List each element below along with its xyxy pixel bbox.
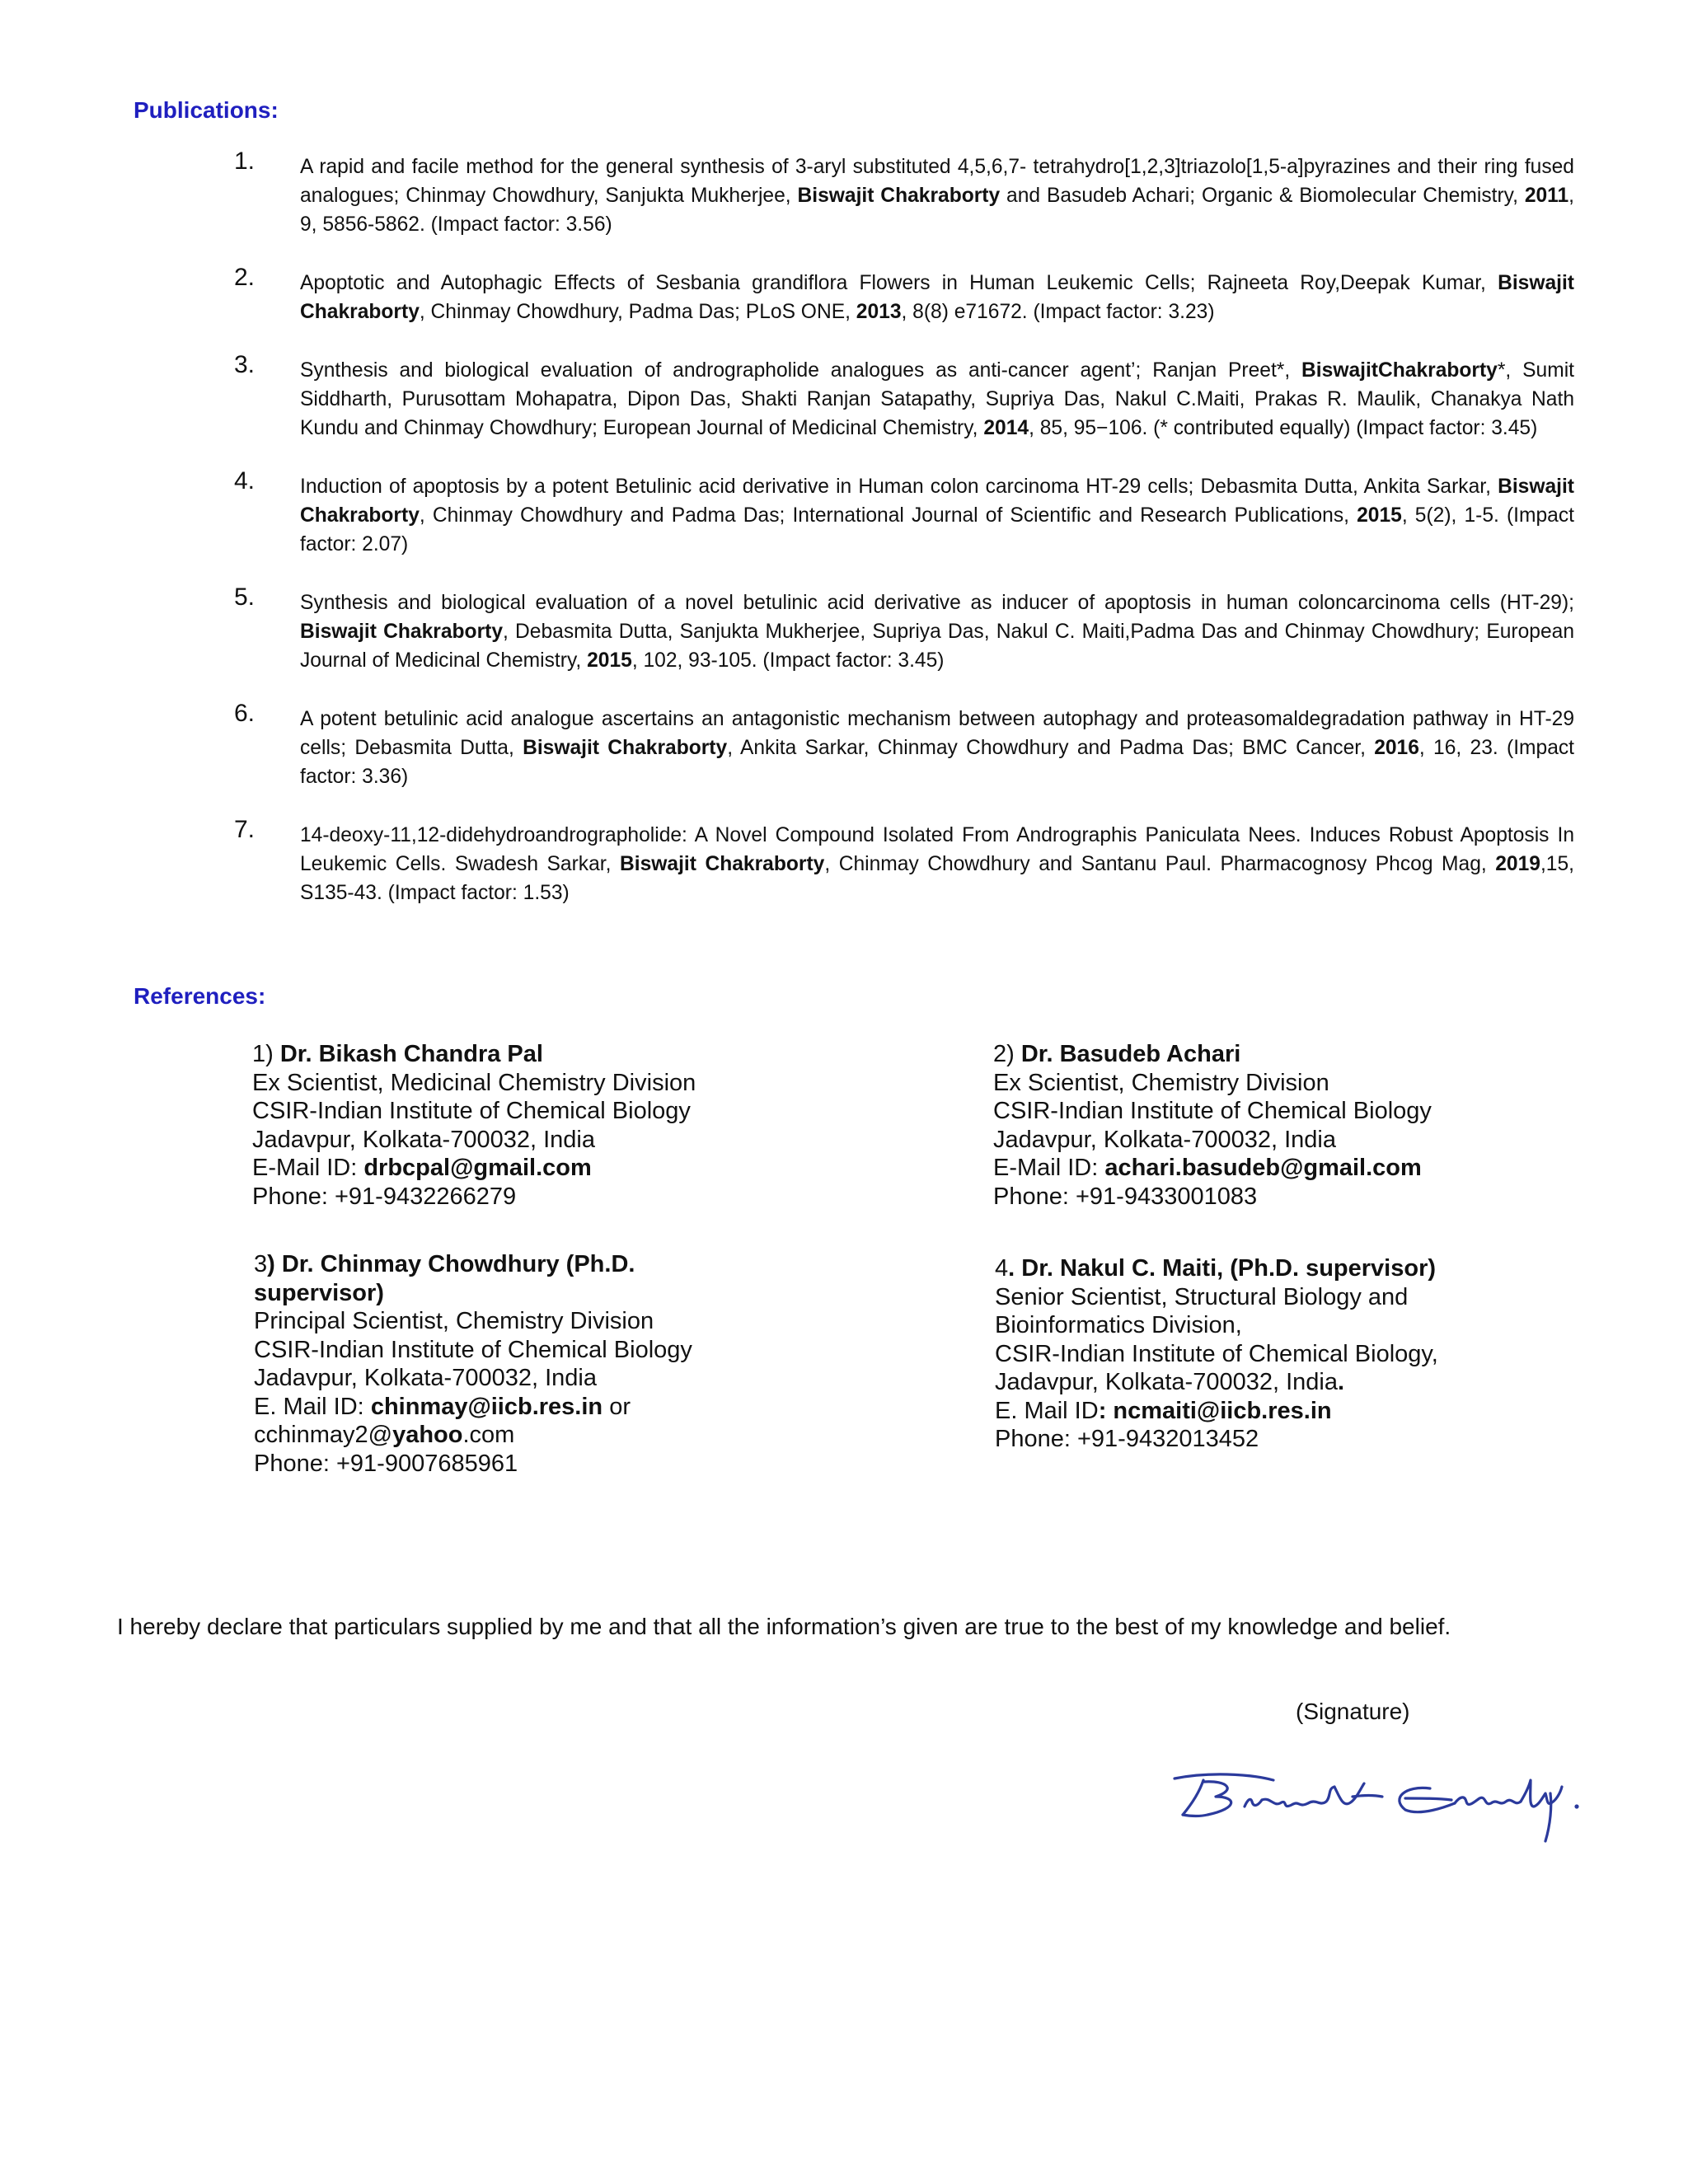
reference-position: Ex Scientist, Chemistry Division — [993, 1069, 1329, 1096]
reference-address-text: Jadavpur, Kolkata-700032, India — [995, 1369, 1338, 1395]
reference-institute: CSIR-Indian Institute of Chemical Biology, — [995, 1340, 1438, 1367]
reference-email-line — [252, 1154, 796, 1183]
publication-text-part: Induction of apoptosis by a potent Betulinic acid derivative in Human colon carcinoma HT-29 cells; Debasmita Dutta, Ankita Sarkar, — [300, 476, 1498, 498]
publication-text-part: , 5(2), 1-5. (Impact factor: 2.07) — [300, 504, 1574, 555]
publications-heading: Publications: — [134, 97, 279, 123]
reference-phone: Phone: +91-9007685961 — [254, 1450, 518, 1477]
reference-name: ) Dr. Chinmay Chowdhury (Ph.D. supervisor) — [254, 1251, 635, 1306]
publication-author-highlight: Biswajit Chakraborty — [523, 737, 728, 759]
publication-item — [234, 583, 1574, 675]
publication-number: 4. — [234, 467, 256, 494]
reference-card-3 — [254, 1250, 715, 1478]
publication-text-part: , Chinmay Chowdhury and Santanu Paul. Pharmacognosy Phcog Mag, — [824, 853, 1496, 875]
reference-address: Jadavpur, Kolkata-700032, India — [993, 1126, 1336, 1153]
publication-text-part: and Basudeb Achari; Organic & Biomolecular Chemistry, — [1000, 185, 1525, 207]
publication-text-part: , Debasmita Dutta, Sanjukta Mukherjee, Supriya Das, Nakul C. Maiti,Padma Das and Chinmay Chowdhury; European Journal of Medicinal Chemistry, — [300, 621, 1574, 672]
reference-name-line — [993, 1040, 1537, 1069]
reference-name: Dr. Bikash Chandra Pal — [279, 1041, 543, 1067]
publication-text-part: , 16, 23. (Impact factor: 3.36) — [300, 737, 1574, 788]
reference-address — [995, 1368, 1539, 1397]
publication-text — [300, 821, 1574, 907]
publication-number: 1. — [234, 148, 256, 175]
reference-institute: CSIR-Indian Institute of Chemical Biology — [254, 1336, 692, 1363]
publication-text-part: A potent betulinic acid analogue ascertains an antagonistic mechanism between autophagy and proteasomaldegradation pathway in HT-29 cells; Debasmita Dutta, — [300, 708, 1574, 759]
signature-image — [1158, 1755, 1587, 1854]
publication-text-part: , 8(8) e71672. (Impact factor: 3.23) — [901, 301, 1215, 323]
reference-position: Principal Scientist, Chemistry Division — [254, 1308, 654, 1334]
publication-text — [300, 152, 1574, 239]
reference-name-line — [995, 1254, 1539, 1283]
reference-card-4 — [995, 1254, 1539, 1454]
publication-item — [234, 467, 1574, 559]
references-heading: References: — [134, 983, 266, 1009]
publication-item — [234, 700, 1574, 791]
publication-author-highlight: Biswajit Chakraborty — [300, 272, 1574, 323]
signature-strokes — [1175, 1774, 1579, 1841]
reference-address-period: . — [1337, 1369, 1345, 1395]
reference-position: Ex Scientist, Medicinal Chemistry Division — [252, 1069, 696, 1096]
reference-number: 1) — [252, 1041, 280, 1067]
reference-email[interactable]: drbcpal@gmail.com — [363, 1155, 592, 1181]
publication-number: 6. — [234, 700, 256, 727]
publication-number: 7. — [234, 816, 256, 843]
reference-position: Senior Scientist, Structural Biology and — [995, 1283, 1409, 1310]
publication-author-highlight: Biswajit Chakraborty — [797, 185, 1001, 207]
publication-year: 2015 — [1357, 504, 1402, 527]
reference-institute: CSIR-Indian Institute of Chemical Biology — [252, 1098, 691, 1124]
publication-author-highlight: Biswajit Chakraborty — [300, 621, 504, 643]
publication-item — [234, 148, 1575, 239]
publication-author-highlight: Biswajit Chakraborty — [300, 476, 1574, 527]
publications-list — [234, 148, 1575, 937]
reference-email[interactable]: : ncmaiti@iicb.res.in — [1098, 1397, 1332, 1424]
reference-institute: CSIR-Indian Institute of Chemical Biology — [993, 1098, 1432, 1124]
reference-email[interactable]: achari.basudeb@gmail.com — [1104, 1155, 1422, 1181]
publication-item — [234, 351, 1574, 443]
publication-text-part: , Chinmay Chowdhury and Padma Das; International Journal of Scientific and Research Publications, — [419, 504, 1357, 527]
publication-text-part: *, Sumit Siddharth, Purusottam Mohapatra, Dipon Das, Shakti Ranjan Satapathy, Supriya Das, Nakul C.Maiti, Prakas R. Maulik, Chanakya Nath Kundu and Chinmay Chowdhury; European Journal of Medicinal Chemistry, — [300, 359, 1574, 439]
reference-alt-email[interactable] — [254, 1421, 715, 1450]
publication-text — [300, 269, 1574, 326]
reference-email-line — [993, 1154, 1537, 1183]
publication-year: 2014 — [983, 417, 1029, 439]
reference-card-1 — [252, 1040, 796, 1211]
reference-email-line — [254, 1393, 715, 1422]
publication-year: 2011 — [1524, 185, 1569, 207]
publication-text-part: A rapid and facile method for the general synthesis of 3-aryl substituted 4,5,6,7- tetrahydro[1,2,3]triazolo[1,5-a]pyrazines and their ring fused analogues; Chinmay Chowdhury, Sanjukta Mukherjee, — [300, 156, 1574, 207]
publication-text-part: , Chinmay Chowdhury, Padma Das; PLoS ONE, — [419, 301, 856, 323]
reference-alt-email-part: cchinmay2@ — [254, 1422, 393, 1448]
publication-number: 5. — [234, 583, 256, 611]
reference-name-line — [252, 1040, 796, 1069]
reference-address: Jadavpur, Kolkata-700032, India — [254, 1365, 597, 1391]
reference-phone: Phone: +91-9432013452 — [995, 1426, 1259, 1452]
publication-number: 3. — [234, 351, 256, 378]
reference-phone: Phone: +91-9433001083 — [993, 1183, 1258, 1210]
publication-text — [300, 588, 1574, 675]
declaration-text: I hereby declare that particulars supplied by me and that all the information’s given are true to the best of my knowledge and belief. — [117, 1614, 1451, 1639]
publication-year: 2015 — [587, 649, 632, 672]
reference-card-2 — [993, 1040, 1537, 1211]
publication-text-part: Synthesis and biological evaluation of andrographolide analogues as anti-cancer agent’; Ranjan Preet*, — [300, 359, 1302, 382]
reference-name: Dr. Basudeb Achari — [1020, 1041, 1241, 1067]
publication-text — [300, 472, 1574, 559]
publication-text-part: , 85, 95−106. (* contributed equally) (Impact factor: 3.45) — [1029, 417, 1538, 439]
publication-text-part: Apoptotic and Autophagic Effects of Sesbania grandiflora Flowers in Human Leukemic Cells; Rajneeta Roy,Deepak Kumar, — [300, 272, 1498, 294]
reference-email-label: E. Mail ID — [995, 1397, 1099, 1424]
reference-number: 4 — [995, 1255, 1009, 1282]
publication-text-part: , Ankita Sarkar, Chinmay Chowdhury and Padma Das; BMC Cancer, — [727, 737, 1375, 759]
reference-email-label: E. Mail ID: — [254, 1393, 371, 1420]
publication-text-part: ,15, S135-43. (Impact factor: 1.53) — [300, 853, 1574, 904]
signature-label: (Signature) — [1296, 1699, 1410, 1724]
publication-text-part: 14-deoxy-11,12-didehydroandrographolide: A Novel Compound Isolated From Andrographis Paniculata Nees. Induces Robust Apoptosis In Leukemic Cells. Swadesh Sarkar, — [300, 824, 1574, 875]
publication-text-part: , 102, 93-105. (Impact factor: 3.45) — [631, 649, 945, 672]
reference-name-line — [254, 1250, 715, 1307]
reference-alt-email-part: .com — [462, 1422, 515, 1448]
reference-email-line — [995, 1397, 1539, 1426]
reference-address: Jadavpur, Kolkata-700032, India — [252, 1126, 595, 1153]
publication-text — [300, 356, 1574, 443]
publication-item — [234, 264, 1574, 326]
reference-email-label: E-Mail ID: — [252, 1155, 364, 1181]
publication-item — [234, 816, 1574, 907]
publication-text-part: , 9, 5856-5862. (Impact factor: 3.56) — [300, 185, 1575, 236]
publication-number: 2. — [234, 264, 256, 291]
reference-email-label: E-Mail ID: — [993, 1155, 1105, 1181]
reference-division: Bioinformatics Division, — [995, 1312, 1242, 1338]
publication-author-highlight: BiswajitChakraborty — [1301, 359, 1498, 382]
reference-name: . Dr. Nakul C. Maiti, (Ph.D. supervisor) — [1008, 1255, 1437, 1282]
reference-number: 3 — [254, 1251, 268, 1277]
publication-text — [300, 705, 1574, 791]
reference-phone: Phone: +91-9432266279 — [252, 1183, 517, 1210]
publication-year: 2019 — [1495, 853, 1540, 875]
reference-email[interactable]: chinmay@iicb.res.in — [370, 1393, 603, 1420]
publication-author-highlight: Biswajit Chakraborty — [619, 853, 825, 875]
publication-year: 2013 — [856, 301, 902, 323]
publication-text-part: Synthesis and biological evaluation of a novel betulinic acid derivative as inducer of apoptosis in human coloncarcinoma cells (HT-29); — [300, 592, 1574, 614]
reference-email-separator: or — [603, 1393, 631, 1420]
reference-number: 2) — [993, 1041, 1021, 1067]
reference-alt-email-part: yahoo — [392, 1422, 463, 1448]
publication-year: 2016 — [1374, 737, 1419, 759]
